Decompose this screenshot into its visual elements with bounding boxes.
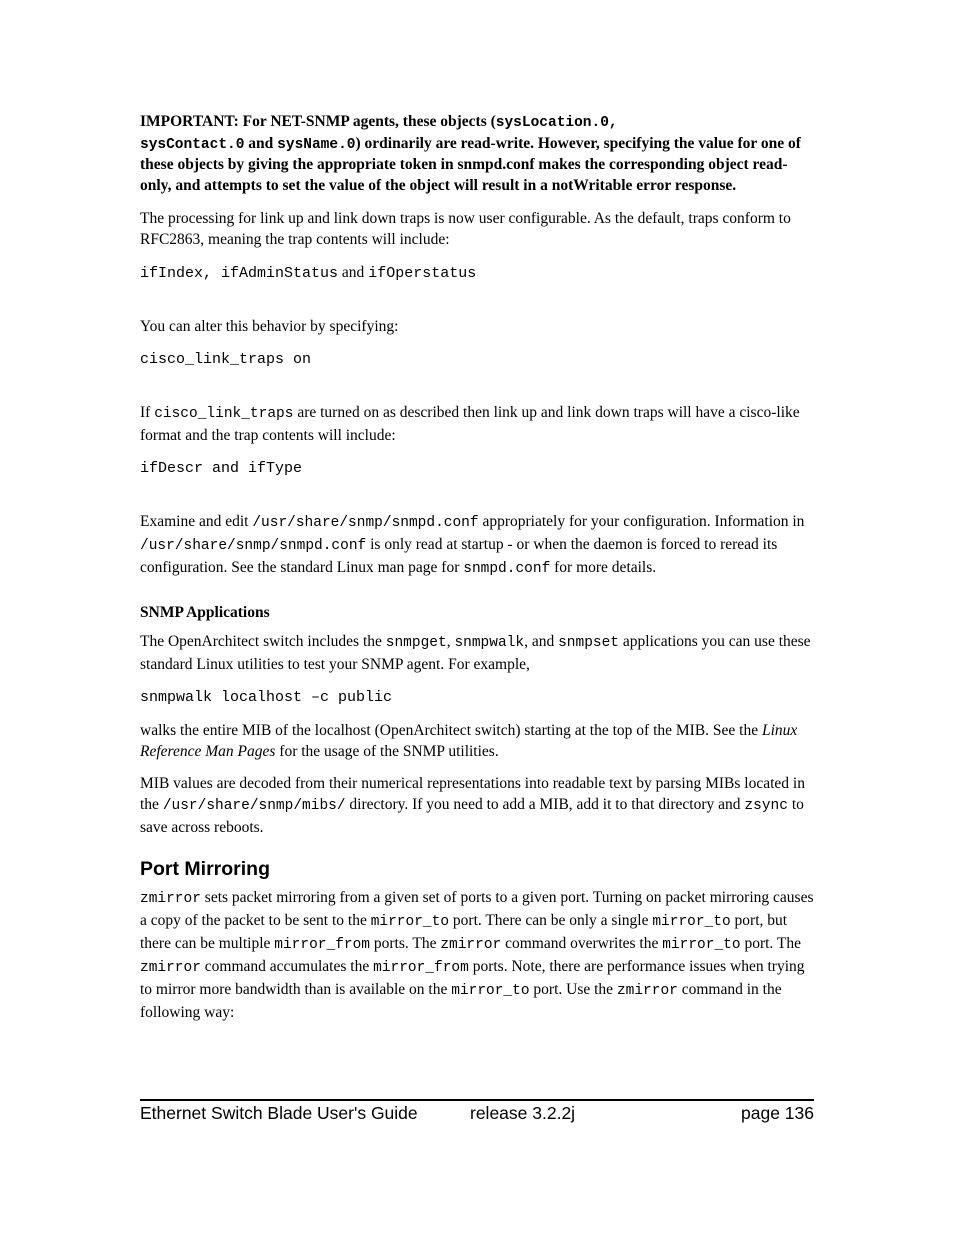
- footer-page-number: page 136: [741, 1103, 814, 1123]
- code-mirror-to: mirror_to: [662, 937, 741, 953]
- para-mirror-t3: port, but there can be multiple: [140, 912, 788, 952]
- para-walks: [140, 720, 814, 762]
- para-walks-t2: for the usage of the SNMP utilities.: [275, 743, 499, 760]
- code-zsync: zsync: [744, 798, 788, 814]
- para-examine-t2: appropriately for your configuration. Information in: [478, 513, 805, 530]
- para-walks-t1: walks the entire MIB of the localhost (OpenArchitect switch) starting at the top of the MIB. See the: [140, 722, 762, 739]
- code-snmpwalk: snmpwalk: [454, 635, 525, 651]
- code-snmpd-conf: snmpd.conf: [463, 561, 551, 577]
- para-mirror-t9: port. Use the: [529, 981, 617, 998]
- para-mirror-t2: port. There can be only a single: [449, 912, 653, 929]
- code-mirror-from: mirror_from: [373, 960, 469, 976]
- code-syslocation: sysLocation.0,: [495, 115, 618, 131]
- heading-snmp-applications: SNMP Applications: [140, 604, 270, 621]
- para-link-traps: The processing for link up and link down traps is now user configurable. As the default, traps conform to RFC2863, meaning the trap contents will include:: [140, 210, 791, 248]
- para-mirror-t8: ports. Note, there are performance issues when trying to mirror more bandwidth than is available on the: [140, 958, 805, 998]
- para-examine-t3: is only read at startup - or when the daemon is forced to reread its configuration. See the standard Linux man page for: [140, 536, 778, 576]
- para-mirror-t5: command overwrites the: [501, 935, 663, 952]
- code-ifindex-ifadminstatus: ifIndex, ifAdminStatus: [140, 265, 339, 282]
- para-examine-t1: Examine and edit: [140, 513, 253, 530]
- linux-reference-man-pages: Linux Reference Man Pages: [140, 722, 798, 760]
- code-zmirror: zmirror: [140, 891, 201, 907]
- important-note: [140, 112, 814, 196]
- para-port-mirroring: [140, 887, 814, 1023]
- code-snmpwalk-example: snmpwalk localhost –c public: [140, 689, 393, 706]
- footer-release: release 3.2.2j: [470, 1103, 576, 1123]
- footer-guide-title: Ethernet Switch Blade User's Guide: [140, 1103, 418, 1123]
- para-examine-t4: for more details.: [550, 559, 657, 576]
- code-cisco-inline: cisco_link_traps: [154, 406, 294, 422]
- para-mib-t2: directory. If you need to add a MIB, add it to that directory and: [345, 796, 745, 813]
- code-cisco-link-traps: cisco_link_traps on: [140, 351, 312, 368]
- code-mirror-from: mirror_from: [274, 937, 370, 953]
- code-snmpset: snmpset: [558, 635, 620, 651]
- para-apps-t3: , and: [524, 633, 559, 650]
- code-syscontact: sysContact.0: [140, 136, 245, 153]
- para-mib-t3: to save across reboots.: [140, 796, 804, 836]
- code-default-traps: [140, 262, 814, 284]
- code-zmirror: zmirror: [440, 937, 502, 953]
- code-ifdescr-iftype: ifDescr and ifType: [140, 460, 303, 477]
- para-mirror-t10: command in the following way:: [140, 981, 782, 1021]
- para-mirror-t7: command accumulates the: [200, 958, 374, 975]
- code-snmpd-conf-path-2: /usr/share/snmp/snmpd.conf: [140, 538, 367, 554]
- para-alter: You can alter this behavior by specifying:: [140, 318, 399, 335]
- para-mib: [140, 773, 814, 838]
- para-mib-t1: MIB values are decoded from their numerical representations into readable text by parsing MIBs located in the: [140, 775, 805, 813]
- code-snmpget: snmpget: [385, 635, 447, 651]
- code-sysname: sysName.0: [277, 136, 356, 153]
- code-zmirror: zmirror: [140, 960, 201, 976]
- code-mirror-to: mirror_to: [652, 914, 731, 930]
- code-mirror-to: mirror_to: [370, 914, 450, 930]
- important-rest: ) ordinarily are read-write. However, specifying the value for one of these objects by giving the appropriate token in snmpd.conf makes the corresponding object read-only, and attempts to set the value of the object will result in a notWritable error response.: [140, 134, 801, 194]
- para-mirror-t4: ports. The: [370, 935, 441, 952]
- code-snmpd-conf-path-1: /usr/share/snmp/snmpd.conf: [252, 515, 479, 531]
- code-ifoperstatus: ifOperstatus: [368, 265, 477, 282]
- heading-port-mirroring: Port Mirroring: [140, 858, 270, 880]
- para-snmp-apps: [140, 631, 814, 675]
- code-mirror-to: mirror_to: [451, 983, 530, 999]
- page-footer: [140, 1099, 814, 1129]
- para-cisco-post: are turned on as described then link up and link down traps will have a cisco-like format and the trap contents will include:: [140, 404, 800, 444]
- para-examine: [140, 511, 814, 580]
- para-cisco: [140, 402, 814, 446]
- para-apps-t4: applications you can use these standard Linux utilities to test your SNMP agent. For example,: [140, 633, 811, 673]
- para-mirror-t6: port. The: [740, 935, 801, 952]
- para-apps-t2: ,: [446, 633, 455, 650]
- important-and: and: [244, 134, 278, 152]
- document-body: [140, 112, 814, 1023]
- code-zmirror: zmirror: [616, 983, 678, 999]
- para-apps-t1: The OpenArchitect switch includes the: [140, 633, 386, 650]
- code-mibs-dir: /usr/share/snmp/mibs/: [162, 798, 346, 814]
- para-mirror-t1: sets packet mirroring from a given set of ports to a given port. Turning on packet mirroring causes a copy of the packet to be sent to the: [140, 889, 814, 929]
- para-cisco-pre: If: [140, 404, 155, 421]
- code-default-and: and: [338, 264, 369, 281]
- important-lead: IMPORTANT: For NET-SNMP agents, these objects (: [140, 113, 496, 130]
